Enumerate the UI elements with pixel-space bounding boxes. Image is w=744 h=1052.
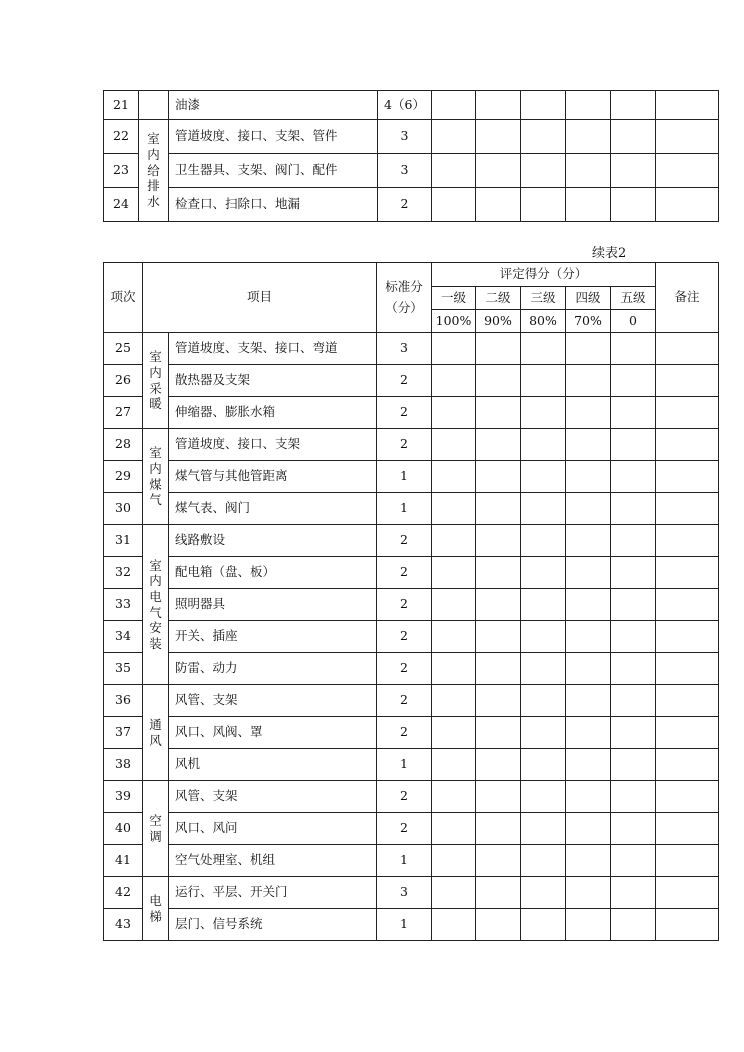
row-no: 41 (104, 845, 143, 877)
category-cell (139, 91, 169, 120)
table-row (104, 429, 719, 461)
table-row (104, 749, 719, 781)
row-std: 2 (377, 813, 432, 845)
table-row (104, 781, 719, 813)
category-ventilation: 通 风 (143, 685, 169, 781)
category-electrical: 室 内 电 气 安 装 (143, 525, 169, 685)
header-percent: 70% (566, 310, 611, 333)
score-cell (566, 91, 611, 120)
row-std: 3 (378, 120, 432, 154)
row-std: 2 (377, 365, 432, 397)
table-row (104, 333, 719, 365)
row-no: 22 (104, 120, 139, 154)
row-no: 31 (104, 525, 143, 557)
score-cell (432, 91, 476, 120)
table-row (104, 365, 719, 397)
table-row (104, 589, 719, 621)
header-percent: 90% (476, 310, 521, 333)
row-item: 开关、插座 (169, 621, 377, 653)
row-no: 25 (104, 333, 143, 365)
table-row (104, 154, 719, 188)
table-row (104, 685, 719, 717)
row-no: 23 (104, 154, 139, 188)
row-no: 37 (104, 717, 143, 749)
table-row (104, 813, 719, 845)
row-item: 管道坡度、接口、支架、管件 (169, 120, 378, 154)
row-item: 煤气管与其他管距离 (169, 461, 377, 493)
header-std: 标准分 （分） (377, 263, 432, 333)
row-item: 照明器具 (169, 589, 377, 621)
row-item: 空气处理室、机组 (169, 845, 377, 877)
header-level: 一级 (432, 287, 476, 310)
score-cell (611, 91, 656, 120)
row-item: 层门、信号系统 (169, 909, 377, 941)
row-item: 管道坡度、接口、支架 (169, 429, 377, 461)
row-std: 2 (377, 397, 432, 429)
row-item: 线路敷设 (169, 525, 377, 557)
row-no: 39 (104, 781, 143, 813)
table-row (104, 188, 719, 222)
table-row (104, 461, 719, 493)
row-std: 2 (377, 685, 432, 717)
row-std: 1 (377, 845, 432, 877)
table-row (104, 621, 719, 653)
row-item: 风管、支架 (169, 685, 377, 717)
row-std: 2 (377, 717, 432, 749)
table-row (104, 120, 719, 154)
row-item: 油漆 (169, 91, 378, 120)
row-item: 卫生器具、支架、阀门、配件 (169, 154, 378, 188)
row-no: 29 (104, 461, 143, 493)
score-cell (476, 91, 521, 120)
header-percent: 0 (611, 310, 656, 333)
row-std: 2 (377, 589, 432, 621)
row-item: 煤气表、阀门 (169, 493, 377, 525)
table-row (104, 877, 719, 909)
row-no: 32 (104, 557, 143, 589)
row-std: 2 (377, 781, 432, 813)
category-elevator: 电 梯 (143, 877, 169, 941)
row-item: 风机 (169, 749, 377, 781)
row-item: 风管、支架 (169, 781, 377, 813)
row-std: 1 (377, 493, 432, 525)
row-no: 38 (104, 749, 143, 781)
table-row (104, 91, 719, 120)
row-std: 2 (377, 525, 432, 557)
header-row (104, 263, 719, 287)
row-std: 3 (378, 154, 432, 188)
row-item: 风口、风问 (169, 813, 377, 845)
row-std: 2 (378, 188, 432, 222)
continuation-label: 续表2 (592, 246, 627, 261)
row-no: 24 (104, 188, 139, 222)
table-row (104, 397, 719, 429)
header-level: 五级 (611, 287, 656, 310)
row-std: 2 (377, 621, 432, 653)
category-gas: 室 内 煤 气 (143, 429, 169, 525)
remark-cell (656, 91, 719, 120)
row-no: 28 (104, 429, 143, 461)
table-row (104, 717, 719, 749)
header-score-group: 评定得分（分） (432, 263, 656, 287)
row-no: 40 (104, 813, 143, 845)
row-item: 防雷、动力 (169, 653, 377, 685)
row-no: 34 (104, 621, 143, 653)
category-heating: 室 内 采 暖 (143, 333, 169, 429)
row-item: 伸缩器、膨胀水箱 (169, 397, 377, 429)
table-2 (103, 262, 719, 941)
row-std: 3 (377, 877, 432, 909)
row-item: 运行、平层、开关门 (169, 877, 377, 909)
row-no: 27 (104, 397, 143, 429)
header-remark: 备注 (656, 263, 719, 333)
category-indoor-drainage: 室 内 给 排 水 (139, 120, 169, 222)
row-no: 30 (104, 493, 143, 525)
row-std: 2 (377, 653, 432, 685)
row-no: 21 (104, 91, 139, 120)
header-item: 项目 (143, 263, 377, 333)
row-no: 35 (104, 653, 143, 685)
row-std: 2 (377, 429, 432, 461)
header-percent: 100% (432, 310, 476, 333)
row-no: 33 (104, 589, 143, 621)
category-aircon: 空 调 (143, 781, 169, 877)
row-std: 3 (377, 333, 432, 365)
row-item: 管道坡度、支架、接口、弯道 (169, 333, 377, 365)
row-no: 42 (104, 877, 143, 909)
row-no: 43 (104, 909, 143, 941)
row-item: 散热器及支架 (169, 365, 377, 397)
row-item: 风口、风阀、罩 (169, 717, 377, 749)
row-std: 1 (377, 749, 432, 781)
header-level: 四级 (566, 287, 611, 310)
row-std: 2 (377, 557, 432, 589)
table-row (104, 557, 719, 589)
score-cell (521, 91, 566, 120)
table-row (104, 653, 719, 685)
table-row (104, 845, 719, 877)
row-std: 1 (377, 461, 432, 493)
table-row (104, 909, 719, 941)
row-item: 检查口、扫除口、地漏 (169, 188, 378, 222)
row-no: 26 (104, 365, 143, 397)
table-1 (103, 90, 719, 222)
header-level: 三级 (521, 287, 566, 310)
row-std: 4（6） (378, 91, 432, 120)
header-no: 项次 (104, 263, 143, 333)
row-no: 36 (104, 685, 143, 717)
table-row (104, 525, 719, 557)
header-percent: 80% (521, 310, 566, 333)
row-std: 1 (377, 909, 432, 941)
row-item: 配电箱（盘、板） (169, 557, 377, 589)
header-level: 二级 (476, 287, 521, 310)
table-row (104, 493, 719, 525)
